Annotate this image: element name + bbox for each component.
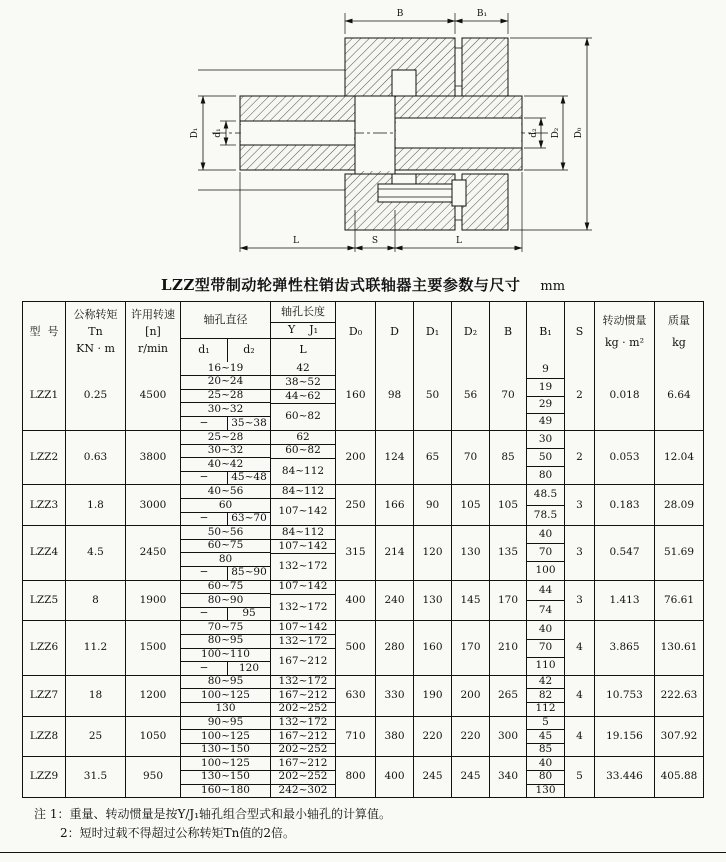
B1-col xyxy=(527,526,565,579)
B1-cell: 100 xyxy=(535,564,556,577)
cell-B: 85 xyxy=(490,431,527,484)
length-cell: 107~142 xyxy=(271,540,335,554)
unit-label: mm xyxy=(540,279,566,294)
col-header-D0: D₀ xyxy=(336,302,376,362)
length-cell: 132~172 xyxy=(271,717,335,731)
cell-D1: 50 xyxy=(414,362,452,430)
cell-D1: 120 xyxy=(414,526,452,579)
col-header-D1: D₁ xyxy=(414,302,452,362)
cell-D: 400 xyxy=(376,757,414,797)
cell-D2: 200 xyxy=(452,676,490,716)
B1-cell: 5 xyxy=(527,717,564,731)
bore-d2-cell: 85~90 xyxy=(231,566,267,579)
bore-subrow: 40~56 xyxy=(181,485,270,499)
cell-S: 4 xyxy=(565,717,595,757)
B1-cell: 45 xyxy=(527,730,564,744)
col-header-bore-length xyxy=(271,302,336,362)
drawing-area xyxy=(0,0,726,268)
bore-diameter-col xyxy=(181,431,271,484)
dim-label-d2: d₂ xyxy=(529,128,539,138)
cell-D0: 315 xyxy=(336,526,376,579)
length-cell: 60~82 xyxy=(285,410,321,423)
cell-S: 5 xyxy=(565,757,595,797)
cell-S: 3 xyxy=(565,581,595,621)
bore-d1-cell: − xyxy=(181,417,228,430)
length-cell: 62 xyxy=(271,431,335,445)
dim-label-L-left: L xyxy=(293,236,299,246)
B1-cell: 74 xyxy=(538,603,553,616)
cell-inertia: 0.053 xyxy=(595,431,655,484)
B1-cell: 19 xyxy=(527,379,564,396)
table-row xyxy=(23,362,703,430)
bore-subrow: 60 xyxy=(181,499,270,513)
cell-B: 135 xyxy=(490,526,527,579)
cell-torque: 0.63 xyxy=(66,431,126,484)
speed-line1: 许用转速 xyxy=(131,307,175,321)
B1-cell: 30 xyxy=(527,431,564,449)
inertia-line1: 转动惯量 xyxy=(602,313,647,327)
bore-diameter-col xyxy=(181,717,271,757)
bore-d2-cell: 45~48 xyxy=(231,471,267,484)
length-cell: 167~212 xyxy=(271,757,335,771)
length-cell: 132~172 xyxy=(278,600,328,613)
B1-cell: 78.5 xyxy=(533,508,558,521)
bore-subrow: 80~95 xyxy=(181,635,270,649)
col-header-S: S xyxy=(565,302,595,362)
col-header-torque xyxy=(66,302,126,362)
cell-D2: 220 xyxy=(452,717,490,757)
bore-subrow: 30~32 xyxy=(181,445,270,459)
col-header-mass xyxy=(655,302,703,362)
cell-B: 70 xyxy=(490,362,527,430)
bore-subrow: 80 xyxy=(181,553,270,567)
bore-diameter-col xyxy=(181,581,271,621)
torque-line2: Tn xyxy=(88,324,103,338)
speed-line2: [n] xyxy=(145,324,161,338)
B1-cell: 85 xyxy=(538,743,553,756)
cell-inertia: 3.865 xyxy=(595,621,655,674)
bore-subrow: 100~125 xyxy=(181,689,270,703)
dim-label-S: S xyxy=(371,236,379,246)
length-cell: 202~252 xyxy=(278,743,328,756)
cell-D2: 145 xyxy=(452,581,490,621)
bore-subrow: 80~95 xyxy=(181,676,270,690)
B1-cell: 40 xyxy=(527,757,564,771)
col-header-inertia xyxy=(595,302,655,362)
B1-col xyxy=(527,431,565,484)
cell-model: LZZ1 xyxy=(23,362,66,430)
cell-S: 4 xyxy=(565,621,595,674)
cell-D: 214 xyxy=(376,526,414,579)
cell-speed: 1050 xyxy=(126,717,181,757)
length-cell: 107~142 xyxy=(271,621,335,635)
cell-model: LZZ3 xyxy=(23,485,66,525)
footnotes xyxy=(34,805,726,842)
bore-subrow: 100~110 xyxy=(181,649,270,663)
length-cell: 167~212 xyxy=(271,730,335,744)
cell-mass: 12.04 xyxy=(663,450,695,463)
cell-speed: 3000 xyxy=(126,485,181,525)
cell-inertia: 10.753 xyxy=(595,676,655,716)
cell-model: LZZ7 xyxy=(23,676,66,716)
cell-inertia: 0.018 xyxy=(595,362,655,430)
cell-D1: 190 xyxy=(414,676,452,716)
bore-subrow: 90~95 xyxy=(181,717,270,731)
bore-subrow: 130 xyxy=(215,702,236,715)
B1-cell: 130 xyxy=(535,784,556,797)
bore-d1-cell: − xyxy=(181,662,228,675)
cell-inertia: 19.156 xyxy=(595,717,655,757)
col-header-model-label: 型 号 xyxy=(29,324,59,338)
cell-S: 3 xyxy=(565,485,595,525)
cell-D1: 220 xyxy=(414,717,452,757)
B1-cell: 82 xyxy=(527,689,564,703)
cell-S: 2 xyxy=(565,431,595,484)
bore-d1-cell: − xyxy=(181,567,228,580)
bore-subrow xyxy=(181,417,270,430)
table-row xyxy=(23,756,703,797)
bore-subrow: 20~24 xyxy=(181,376,270,390)
bore-subrow: 60~75 xyxy=(181,540,270,554)
cell-S: 4 xyxy=(565,676,595,716)
cell-D2: 105 xyxy=(452,485,490,525)
torque-line3: KN · m xyxy=(76,341,115,355)
length-cell: 242~302 xyxy=(278,784,328,797)
col-header-bore-diameter xyxy=(181,302,271,362)
cell-model: LZZ9 xyxy=(23,757,66,797)
length-cell: 84~112 xyxy=(281,464,325,477)
bottom-rule xyxy=(0,852,726,853)
table-body xyxy=(23,362,703,797)
cell-inertia: 0.183 xyxy=(595,485,655,525)
length-cell: 167~212 xyxy=(271,689,335,703)
bore-subrow xyxy=(181,662,270,675)
cell-mass: 130.61 xyxy=(660,641,698,654)
cell-D: 124 xyxy=(376,431,414,484)
bore-d2-cell: 120 xyxy=(238,661,260,674)
cell-speed: 1900 xyxy=(126,581,181,621)
cell-mass: 307.92 xyxy=(660,729,698,742)
bore-diameter-col xyxy=(181,757,271,797)
length-cell: 42 xyxy=(271,362,335,376)
cell-model: LZZ6 xyxy=(23,621,66,674)
B1-col xyxy=(527,717,565,757)
cell-torque: 1.8 xyxy=(66,485,126,525)
cell-D0: 250 xyxy=(336,485,376,525)
footnote-2: 2：短时过载不得超过公称转矩Tn值的2倍。 xyxy=(60,825,296,840)
B1-cell: 40 xyxy=(527,621,564,639)
bore-subrow: 50~56 xyxy=(181,526,270,540)
dim-label-B1: B₁ xyxy=(476,9,488,19)
cell-D2: 245 xyxy=(452,757,490,797)
bore-d2-cell: 35~38 xyxy=(231,416,267,429)
length-cell: 84~112 xyxy=(271,526,335,540)
title-row xyxy=(0,274,726,295)
bore-subrow: 100~125 xyxy=(181,757,270,771)
cell-speed: 4500 xyxy=(126,362,181,430)
length-cell: 132~172 xyxy=(278,559,328,572)
bore-subrow: 25~28 xyxy=(181,390,270,404)
B1-cell: 80 xyxy=(527,771,564,785)
cell-torque: 18 xyxy=(66,676,126,716)
length-cell: 84~112 xyxy=(271,485,335,499)
cell-D0: 710 xyxy=(336,717,376,757)
table-row xyxy=(23,716,703,757)
cell-torque: 4.5 xyxy=(66,526,126,579)
cell-B: 300 xyxy=(490,717,527,757)
length-cell: 202~252 xyxy=(278,702,328,715)
B1-col xyxy=(527,362,565,430)
cell-torque: 0.25 xyxy=(66,362,126,430)
bore-subrow: 25~28 xyxy=(181,431,270,445)
bore-subrow: 40~42 xyxy=(181,458,270,472)
table-row xyxy=(23,580,703,621)
bore-length-col xyxy=(271,676,336,716)
cell-D: 166 xyxy=(376,485,414,525)
mass-line2: kg xyxy=(672,336,686,350)
cell-speed: 2450 xyxy=(126,526,181,579)
bore-subrow: 130~150 xyxy=(181,771,270,785)
coupling-drawing xyxy=(0,0,726,268)
cell-S: 2 xyxy=(565,362,595,430)
col-header-yj1: Y J₁ xyxy=(271,323,335,339)
bore-diameter-col xyxy=(181,676,271,716)
cell-model: LZZ5 xyxy=(23,581,66,621)
cell-speed: 3800 xyxy=(126,431,181,484)
cell-inertia: 1.413 xyxy=(595,581,655,621)
cell-model: LZZ8 xyxy=(23,717,66,757)
cell-D1: 90 xyxy=(414,485,452,525)
bore-subrow xyxy=(181,567,270,580)
B1-cell: 70 xyxy=(527,640,564,658)
cell-D: 240 xyxy=(376,581,414,621)
B1-cell: 29 xyxy=(527,397,564,414)
cell-torque: 25 xyxy=(66,717,126,757)
cell-D1: 160 xyxy=(414,621,452,674)
cell-S: 3 xyxy=(565,526,595,579)
col-header-D2: D₂ xyxy=(452,302,490,362)
bore-d1-cell: − xyxy=(181,472,228,485)
dim-label-B: B xyxy=(396,9,404,19)
bore-length-col xyxy=(271,431,336,484)
dim-label-L-right: L xyxy=(456,236,462,246)
cell-mass: 6.64 xyxy=(667,389,691,402)
col-header-B1: B₁ xyxy=(527,302,565,362)
footnote-1: 注 1：重量、转动惯量是按Y/J₁轴孔组合型式和最小轴孔的计算值。 xyxy=(34,807,392,822)
cell-D0: 200 xyxy=(336,431,376,484)
cell-D0: 160 xyxy=(336,362,376,430)
bore-diameter-subheads xyxy=(181,339,270,362)
cell-mass: 405.88 xyxy=(660,770,698,783)
col-header-d2: d₂ xyxy=(243,343,255,357)
bore-subrow: 60~75 xyxy=(181,581,270,595)
B1-cell: 48.5 xyxy=(527,485,564,505)
dim-label-D2: D₂ xyxy=(551,127,561,139)
bore-subrow: 160~180 xyxy=(201,784,250,797)
cell-D: 280 xyxy=(376,621,414,674)
B1-cell: 42 xyxy=(527,676,564,690)
page-title: LZZ型带制动轮弹性柱销齿式联轴器主要参数与尺寸 xyxy=(160,276,521,294)
cell-D1: 245 xyxy=(414,757,452,797)
length-cell: 132~172 xyxy=(271,635,335,649)
bore-length-col xyxy=(271,485,336,525)
B1-col xyxy=(527,676,565,716)
cell-speed: 1500 xyxy=(126,621,181,674)
bore-length-col xyxy=(271,757,336,797)
cell-torque: 31.5 xyxy=(66,757,126,797)
cell-D2: 70 xyxy=(452,431,490,484)
col-header-D: D xyxy=(376,302,414,362)
B1-col xyxy=(527,757,565,797)
bore-d1-cell: − xyxy=(181,513,228,526)
cell-speed: 1200 xyxy=(126,676,181,716)
B1-cell: 70 xyxy=(527,544,564,562)
B1-cell: 50 xyxy=(527,449,564,467)
cell-D0: 630 xyxy=(336,676,376,716)
length-cell: 167~212 xyxy=(278,655,328,668)
bore-length-col xyxy=(271,581,336,621)
cell-D: 98 xyxy=(376,362,414,430)
bore-diameter-label: 轴孔直径 xyxy=(181,302,270,339)
table-row xyxy=(23,525,703,579)
dim-label-D1: D₁ xyxy=(190,127,200,139)
bore-d2-cell: 63~70 xyxy=(231,512,267,525)
speed-line3: r/min xyxy=(138,341,168,355)
cell-model: LZZ4 xyxy=(23,526,66,579)
length-cell: 132~172 xyxy=(271,676,335,690)
bore-subrow: 70~75 xyxy=(181,621,270,635)
bore-d2-cell: 95 xyxy=(242,607,256,620)
cell-torque: 8 xyxy=(66,581,126,621)
bore-subrow xyxy=(181,513,270,526)
cell-B: 340 xyxy=(490,757,527,797)
cell-B: 105 xyxy=(490,485,527,525)
cell-D2: 56 xyxy=(452,362,490,430)
cell-D1: 130 xyxy=(414,581,452,621)
B1-cell: 49 xyxy=(538,415,553,428)
cell-mass: 76.61 xyxy=(663,593,695,606)
cell-B: 265 xyxy=(490,676,527,716)
bore-diameter-col xyxy=(181,485,271,525)
spec-table xyxy=(22,301,704,798)
table-row xyxy=(23,620,703,674)
B1-col xyxy=(527,581,565,621)
cell-inertia: 33.446 xyxy=(595,757,655,797)
table-row xyxy=(23,430,703,484)
length-cell: 107~142 xyxy=(278,505,328,518)
bore-subrow: 30~32 xyxy=(181,403,270,417)
inertia-line2: kg · m² xyxy=(604,336,645,350)
B1-cell: 44 xyxy=(527,581,564,601)
B1-col xyxy=(527,621,565,674)
bore-subrow xyxy=(181,608,270,621)
col-header-d1: d₁ xyxy=(181,339,228,362)
col-header-L: L xyxy=(299,343,307,357)
bore-length-label: 轴孔长度 xyxy=(271,302,335,323)
bore-diameter-col xyxy=(181,526,271,579)
bore-length-col xyxy=(271,526,336,579)
cell-D0: 500 xyxy=(336,621,376,674)
bore-length-col xyxy=(271,717,336,757)
bore-length-col xyxy=(271,362,336,430)
table-header xyxy=(23,302,703,362)
col-header-speed xyxy=(126,302,181,362)
cell-D1: 65 xyxy=(414,431,452,484)
length-cell: 44~62 xyxy=(271,390,335,404)
cell-D: 380 xyxy=(376,717,414,757)
cell-D2: 130 xyxy=(452,526,490,579)
B1-cell: 40 xyxy=(527,526,564,544)
length-cell: 107~142 xyxy=(271,581,335,595)
mass-line1: 质量 xyxy=(668,313,690,327)
B1-cell: 9 xyxy=(527,362,564,379)
cell-mass: 28.09 xyxy=(663,498,695,511)
B1-col xyxy=(527,485,565,525)
length-cell: 38~52 xyxy=(271,376,335,390)
table-row xyxy=(23,484,703,525)
cell-torque: 11.2 xyxy=(66,621,126,674)
B1-cell: 112 xyxy=(535,702,556,715)
length-cell: 202~252 xyxy=(271,771,335,785)
cell-mass: 51.69 xyxy=(663,546,695,559)
cell-inertia: 0.547 xyxy=(595,526,655,579)
cell-B: 210 xyxy=(490,621,527,674)
cell-D2: 170 xyxy=(452,621,490,674)
cell-D: 330 xyxy=(376,676,414,716)
bore-length-col xyxy=(271,621,336,674)
cell-D0: 400 xyxy=(336,581,376,621)
cell-B: 170 xyxy=(490,581,527,621)
bore-diameter-col xyxy=(181,621,271,674)
bore-subrow: 130~150 xyxy=(201,743,250,756)
cell-speed: 950 xyxy=(126,757,181,797)
bore-diameter-col xyxy=(181,362,271,430)
cell-model: LZZ2 xyxy=(23,431,66,484)
bore-subrow xyxy=(181,472,270,485)
bore-subrow: 16~19 xyxy=(181,362,270,376)
bore-subrow: 80~90 xyxy=(181,594,270,608)
cell-D0: 800 xyxy=(336,757,376,797)
torque-line1: 公称转矩 xyxy=(73,307,118,321)
col-header-model xyxy=(23,302,66,362)
bore-d1-cell: − xyxy=(181,608,228,621)
table-row xyxy=(23,675,703,716)
B1-cell: 110 xyxy=(535,659,556,672)
dim-label-D0: D₀ xyxy=(574,127,584,139)
cell-mass: 222.63 xyxy=(660,688,698,701)
bore-subrow: 100~125 xyxy=(181,730,270,744)
B1-cell: 80 xyxy=(538,469,553,482)
length-cell: 60~82 xyxy=(271,445,335,459)
col-header-B: B xyxy=(490,302,527,362)
dim-label-d1: d₁ xyxy=(213,128,223,138)
